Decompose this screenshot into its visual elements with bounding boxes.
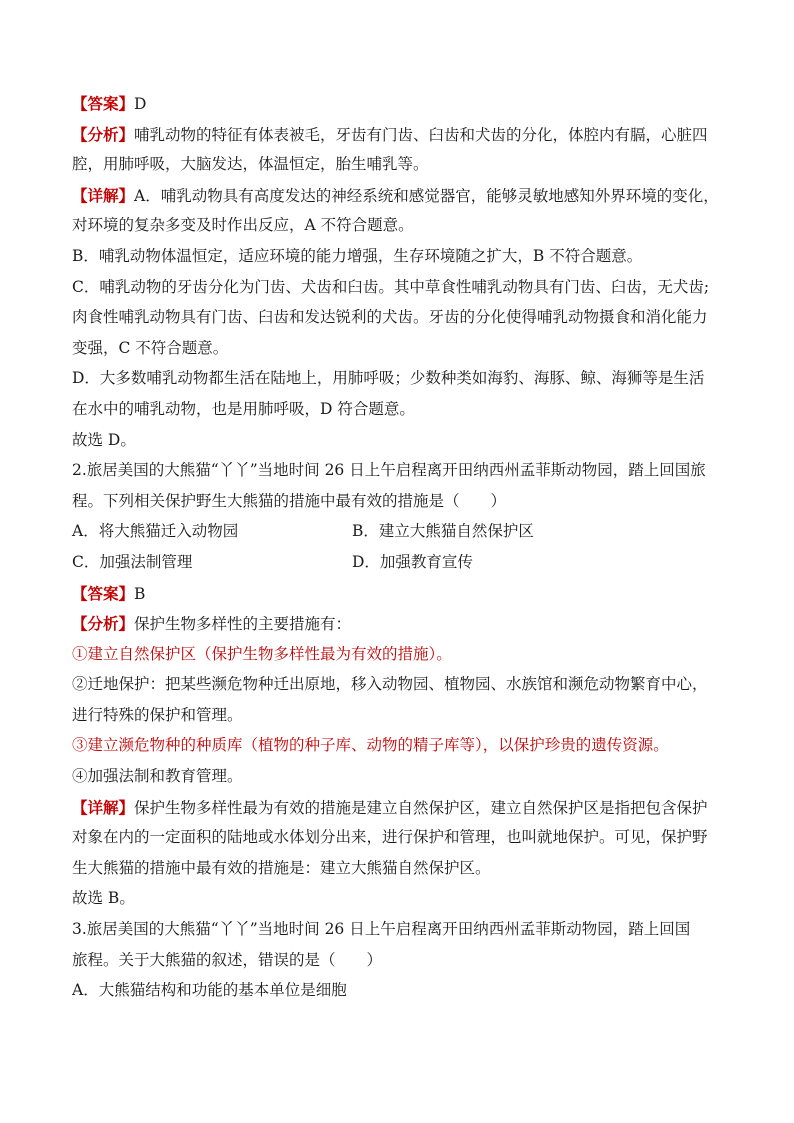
q1-analysis-line-2: 腔，用肺呼吸，大脑发达，体温恒定，胎生哺乳等。	[72, 155, 429, 174]
q1-detail-a-line-2: 对环境的复杂多变及时作出反应，A 不符合题意。	[72, 216, 414, 235]
answer-tag: 【答案】	[72, 94, 135, 113]
q2-detail-line-1	[72, 794, 732, 821]
q2-option-c: C．加强法制管理	[72, 552, 193, 571]
analysis-tag: 【分析】	[72, 124, 135, 144]
q1-detail-b: B．哺乳动物体温恒定，适应环境的能力增强，生存环境随之扩大，B 不符合题意。	[72, 246, 643, 265]
q2-measure-3: ③建立濒危物种的种质库（植物的种子库、动物的精子库等），以保护珍贵的遗传资源。	[72, 736, 669, 755]
q1-analysis-text-1: 哺乳动物的特征有体表被毛，牙齿有门齿、臼齿和犬齿的分化，体腔内有膈，心脏四	[134, 125, 708, 144]
q2-options-row-1	[72, 518, 732, 545]
q2-option-d: D．加强教育宣传	[352, 552, 473, 571]
q2-analysis-line	[72, 610, 732, 637]
q1-detail-a-text-1: A．哺乳动物具有高度发达的神经系统和感觉器官，能够灵敏地感知外界环境的变化，	[134, 186, 719, 205]
q2-measure-4: ④加强法制和教育管理。	[72, 767, 243, 786]
q2-measure-2-line-1: ②迁地保护：把某些濒危物种迁出原地，移入动物园、植物园、水族馆和濒危动物繁育中心，	[72, 675, 708, 694]
q1-choose: 故选 D。	[72, 430, 136, 449]
q1-detail-c-line-3: 变强，C 不符合题意。	[72, 338, 229, 357]
q1-answer-line	[72, 90, 732, 117]
q2-answer-line	[72, 580, 732, 607]
detail-tag: 【详解】	[72, 185, 135, 205]
q2-choose: 故选 B。	[72, 889, 135, 908]
q1-detail-d-line-1: D．大多数哺乳动物都生活在陆地上，用肺呼吸；少数种类如海豹、海豚、鲸、海狮等是生活	[72, 369, 705, 388]
q2-measure-1: ①建立自然保护区（保护生物多样性最为有效的措施）。	[72, 644, 452, 663]
q1-analysis-line-1	[72, 121, 732, 148]
q2-analysis-intro: 保护生物多样性的主要措施有：	[134, 615, 352, 634]
q2-detail-line-2: 对象在内的一定面积的陆地或水体划分出来，进行保护和管理，也叫就地保护。可见，保护野	[72, 828, 708, 847]
q2-answer: B	[134, 584, 146, 603]
q2-measure-2-line-2: 进行特殊的保护和管理。	[72, 705, 243, 724]
q2-stem-line-2: 程。下列相关保护野生大熊猫的措施中最有效的措施是（ ）	[72, 491, 507, 510]
q1-detail-d-line-2: 在水中的哺乳动物，也是用肺呼吸，D 符合题意。	[72, 399, 415, 418]
q2-option-a: A．将大熊猫迁入动物园	[72, 522, 239, 541]
q2-detail-text-1: 保护生物多样性最为有效的措施是建立自然保护区，建立自然保护区是指把包含保护	[134, 798, 708, 817]
answer-tag: 【答案】	[72, 583, 135, 603]
q2-options-row-2	[72, 549, 732, 576]
q3-stem-line-1: 3.旅居美国的大熊猫“丫丫”当地时间 26 日上午启程离开田纳西州孟菲斯动物园，踏上回国	[72, 920, 691, 939]
q2-detail-line-3: 生大熊猫的措施中最有效的措施是：建立大熊猫自然保护区。	[72, 858, 491, 877]
q1-detail-c-line-1: C．哺乳动物的牙齿分化为门齿、犬齿和臼齿。其中草食性哺乳动物具有门齿、臼齿，无犬齿;	[72, 277, 710, 296]
q3-stem-line-2: 旅程。关于大熊猫的叙述，错误的是（ ）	[72, 950, 383, 969]
detail-tag: 【详解】	[72, 797, 135, 817]
q1-detail-line-1	[72, 182, 732, 209]
q3-option-a: A．大熊猫结构和功能的基本单位是细胞	[72, 981, 347, 1000]
q1-detail-c-line-2: 肉食性哺乳动物具有门齿、臼齿和发达锐利的犬齿。牙齿的分化使得哺乳动物摄食和消化能力	[72, 308, 708, 327]
document-page	[72, 90, 732, 1008]
q2-stem-line-1: 2.旅居美国的大熊猫“丫丫”当地时间 26 日上午启程离开田纳西州孟菲斯动物园，踏上回国旅	[72, 461, 706, 480]
analysis-tag: 【分析】	[72, 614, 135, 634]
q1-answer: D	[134, 95, 147, 113]
q2-option-b: B．建立大熊猫自然保护区	[352, 522, 534, 541]
